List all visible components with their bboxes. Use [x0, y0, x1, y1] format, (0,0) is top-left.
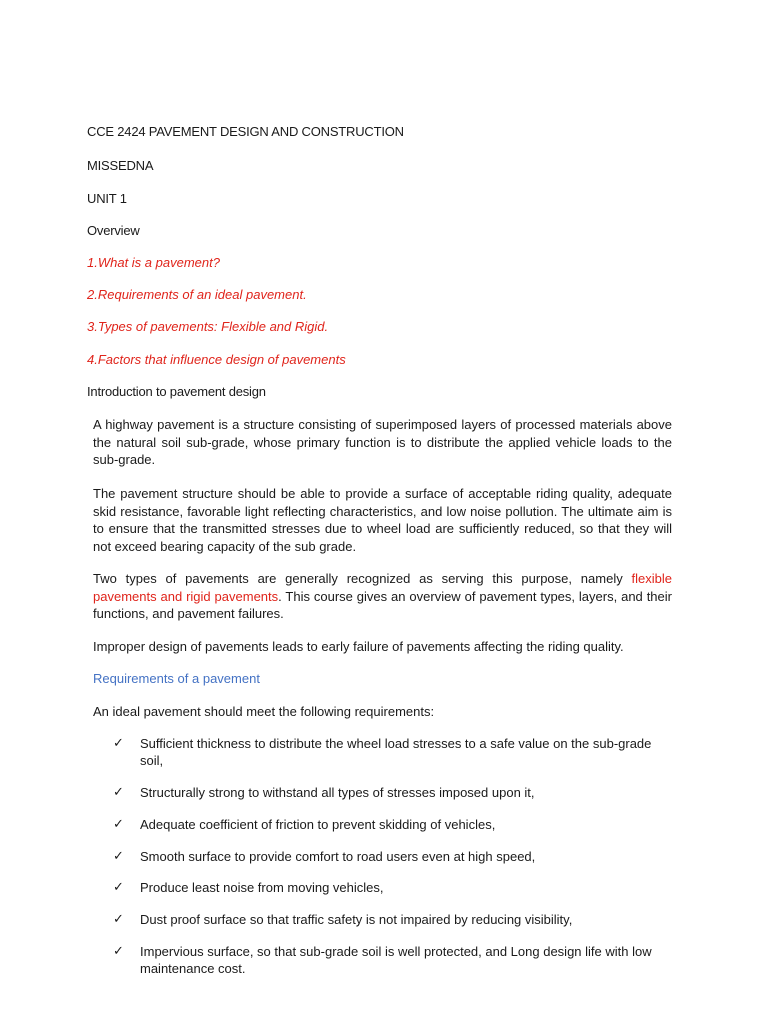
intro-paragraph-1: A highway pavement is a structure consisting of superimposed layers of processed materials above the natural soil sub-grade, whose primary function is to distribute the applied vehicle loads to the sub-grade.	[93, 417, 672, 468]
requirement-item	[113, 943, 673, 977]
checkmark-icon: ✓	[113, 785, 124, 800]
intro-heading: Introduction to pavement design	[87, 384, 266, 399]
intro-paragraph-3	[93, 570, 672, 623]
requirement-text: Dust proof surface so that traffic safety is not impaired by reducing visibility,	[140, 912, 573, 928]
requirement-text: Impervious surface, so that sub-grade soil is well protected, and Long design life with low maintenance cost.	[140, 943, 652, 977]
outline-item-4: 4.Factors that influence design of pavements	[87, 352, 346, 367]
checkmark-icon: ✓	[113, 816, 124, 832]
paragraph-3-lead: Two types of pavements are generally recognized as serving this purpose, namely	[93, 571, 632, 586]
requirement-text: Smooth surface to provide comfort to road users even at high speed,	[140, 848, 536, 864]
requirement-item	[113, 848, 673, 865]
pavement-types-highlight: flexible pavements and rigid pavements	[93, 571, 672, 604]
intro-paragraph-2: The pavement structure should be able to provide a surface of acceptable riding quality, adequate skid resistance, favorable light reflecting characteristics, and low noise pollution. The ultimate aim is to ensure that the transmitted stresses due to wheel load are sufficiently reduced, so that they will not exceed bearing capacity of the sub grade.	[93, 486, 672, 554]
requirement-item	[113, 879, 673, 896]
requirements-intro: An ideal pavement should meet the following requirements:	[93, 704, 435, 719]
requirement-item	[113, 911, 673, 928]
checkmark-icon: ✓	[113, 912, 124, 928]
intro-paragraph-4: Improper design of pavements leads to early failure of pavements affecting the riding quality.	[93, 639, 624, 654]
requirement-item	[113, 735, 673, 769]
outline-item-1: 1.What is a pavement?	[87, 255, 220, 270]
checkmark-icon: ✓	[113, 880, 124, 896]
checkmark-icon: ✓	[113, 848, 124, 864]
requirements-heading: Requirements of a pavement	[93, 671, 260, 686]
requirement-item	[113, 816, 673, 833]
course-title: CCE 2424 PAVEMENT DESIGN AND CONSTRUCTION	[87, 124, 404, 139]
unit-label: UNIT 1	[87, 191, 127, 206]
requirement-item	[113, 784, 673, 801]
paragraph-3-tail: . This course gives an overview of pavement types, layers, and their functions, and pavement failures.	[93, 588, 672, 622]
requirement-text: Structurally strong to withstand all types of stresses imposed upon it,	[140, 785, 535, 800]
requirement-text: Adequate coefficient of friction to prevent skidding of vehicles,	[140, 816, 496, 832]
outline-item-2: 2.Requirements of an ideal pavement.	[87, 287, 307, 302]
author-name: MISSEDNA	[87, 158, 154, 173]
overview-heading: Overview	[87, 223, 140, 238]
requirement-text: Sufficient thickness to distribute the wheel load stresses to a safe value on the sub-grade soil,	[140, 736, 652, 769]
outline-item-3: 3.Types of pavements: Flexible and Rigid.	[87, 319, 329, 334]
requirements-list	[113, 735, 673, 992]
requirement-text: Produce least noise from moving vehicles,	[140, 880, 384, 896]
checkmark-icon: ✓	[113, 736, 124, 751]
checkmark-icon: ✓	[113, 943, 124, 959]
